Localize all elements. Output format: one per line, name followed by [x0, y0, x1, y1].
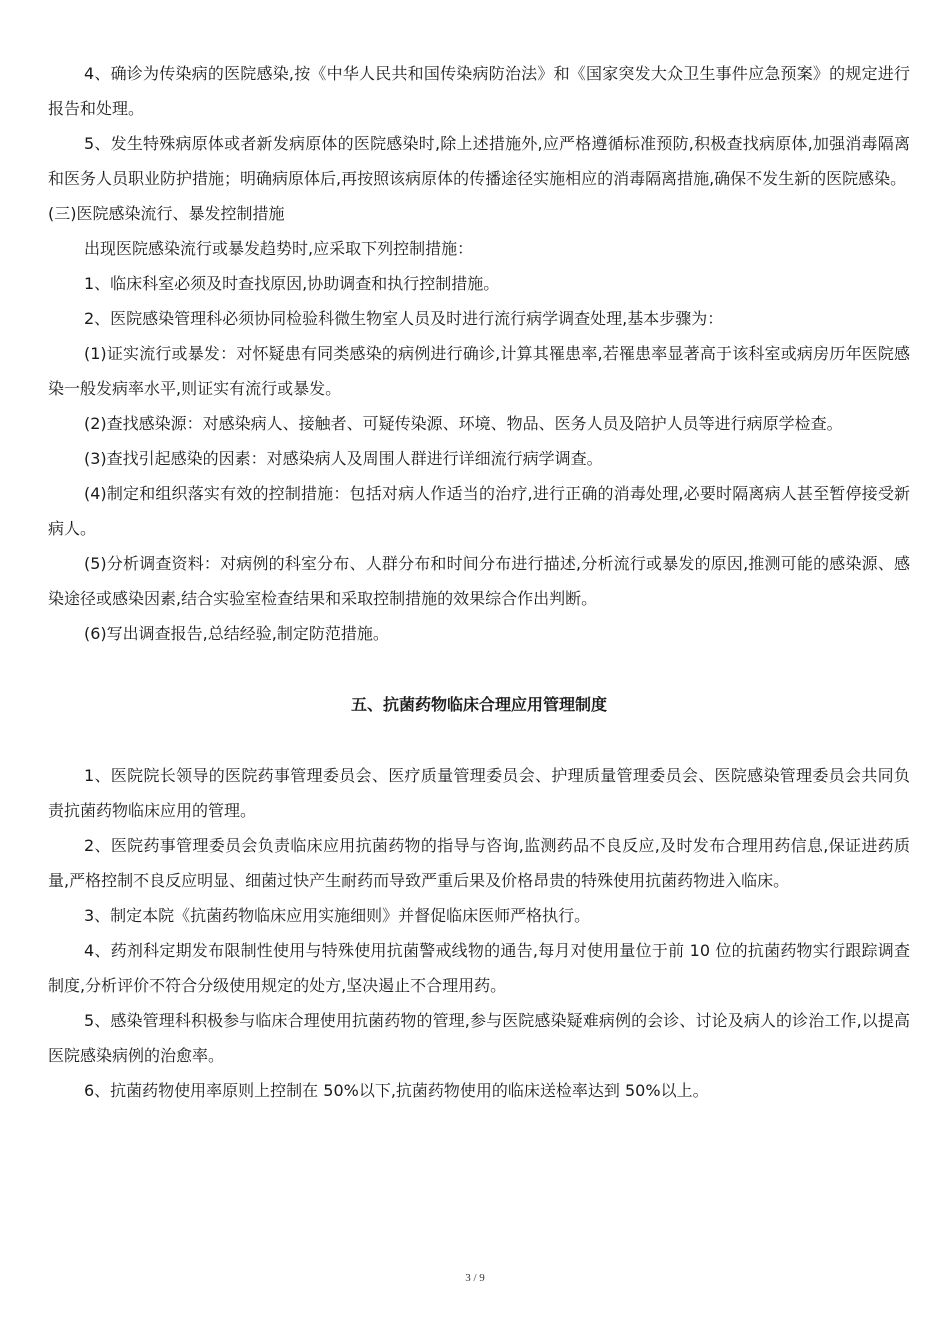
paragraph: 5、发生特殊病原体或者新发病原体的医院感染时,除上述措施外,应严格遵循标准预防,积极查找病原体,加强消毒隔离和医务人员职业防护措施；明确病原体后,再按照该病原体的传播途径实施相应的消毒隔离措施,确保不发生新的医院感染。: [48, 134, 910, 188]
paragraph: 5、感染管理科积极参与临床合理使用抗菌药物的管理,参与医院感染疑难病例的会诊、讨论及病人的诊治工作,以提高医院感染病例的治愈率。: [48, 1011, 910, 1065]
paragraph: 4、药剂科定期发布限制性使用与特殊使用抗菌警戒线物的通告,每月对使用量位于前 10 位的抗菌药物实行跟踪调查制度,分析评价不符合分级使用规定的处方,坚决遏止不合理用药。: [48, 941, 910, 995]
document-page: [48, 56, 910, 1108]
paragraph: (5)分析调查资料：对病例的科室分布、人群分布和时间分布进行描述,分析流行或暴发的原因,推测可能的感染源、感染途径或感染因素,结合实验室检查结果和采取控制措施的效果综合作出判断。: [48, 554, 910, 608]
paragraph: 2、医院感染管理科必须协同检验科微生物室人员及时进行流行病学调查处理,基本步骤为：: [84, 309, 724, 328]
subheading: (三)医院感染流行、暴发控制措施: [48, 204, 285, 223]
paragraph: (3)查找引起感染的因素：对感染病人及周围人群进行详细流行病学调查。: [84, 449, 603, 468]
paragraph: (1)证实流行或暴发：对怀疑患有同类感染的病例进行确诊,计算其罹患率,若罹患率显著高于该科室或病房历年医院感染一般发病率水平,则证实有流行或暴发。: [48, 344, 910, 398]
section-title: 五、抗菌药物临床合理应用管理制度: [350, 695, 607, 714]
paragraph: (6)写出调查报告,总结经验,制定防范措施。: [84, 624, 389, 643]
paragraph: 4、确诊为传染病的医院感染,按《中华人民共和国传染病防治法》和《国家突发大众卫生事件应急预案》的规定进行报告和处理。: [48, 64, 910, 118]
paragraph: 出现医院感染流行或暴发趋势时,应采取下列控制措施：: [84, 239, 474, 258]
paragraph: (4)制定和组织落实有效的控制措施：包括对病人作适当的治疗,进行正确的消毒处理,必要时隔离病人甚至暂停接受新病人。: [48, 484, 910, 538]
paragraph: 6、抗菌药物使用率原则上控制在 50%以下,抗菌药物使用的临床送检率达到 50%以上。: [84, 1081, 709, 1100]
paragraph: 3、制定本院《抗菌药物临床应用实施细则》并督促临床医师严格执行。: [84, 906, 591, 925]
paragraph: 1、临床科室必须及时查找原因,协助调查和执行控制措施。: [84, 274, 500, 293]
paragraph: 2、医院药事管理委员会负责临床应用抗菌药物的指导与咨询,监测药品不良反应,及时发布合理用药信息,保证进药质量,严格控制不良反应明显、细菌过快产生耐药而导致严重后果及价格昂贵的特殊使用抗菌药物进入临床。: [48, 836, 910, 890]
page-number: 3 / 9: [465, 1272, 485, 1284]
paragraph: (2)查找感染源：对感染病人、接触者、可疑传染源、环境、物品、医务人员及陪护人员等进行病原学检查。: [84, 414, 843, 433]
paragraph: 1、医院院长领导的医院药事管理委员会、医疗质量管理委员会、护理质量管理委员会、医院感染管理委员会共同负责抗菌药物临床应用的管理。: [48, 766, 910, 820]
